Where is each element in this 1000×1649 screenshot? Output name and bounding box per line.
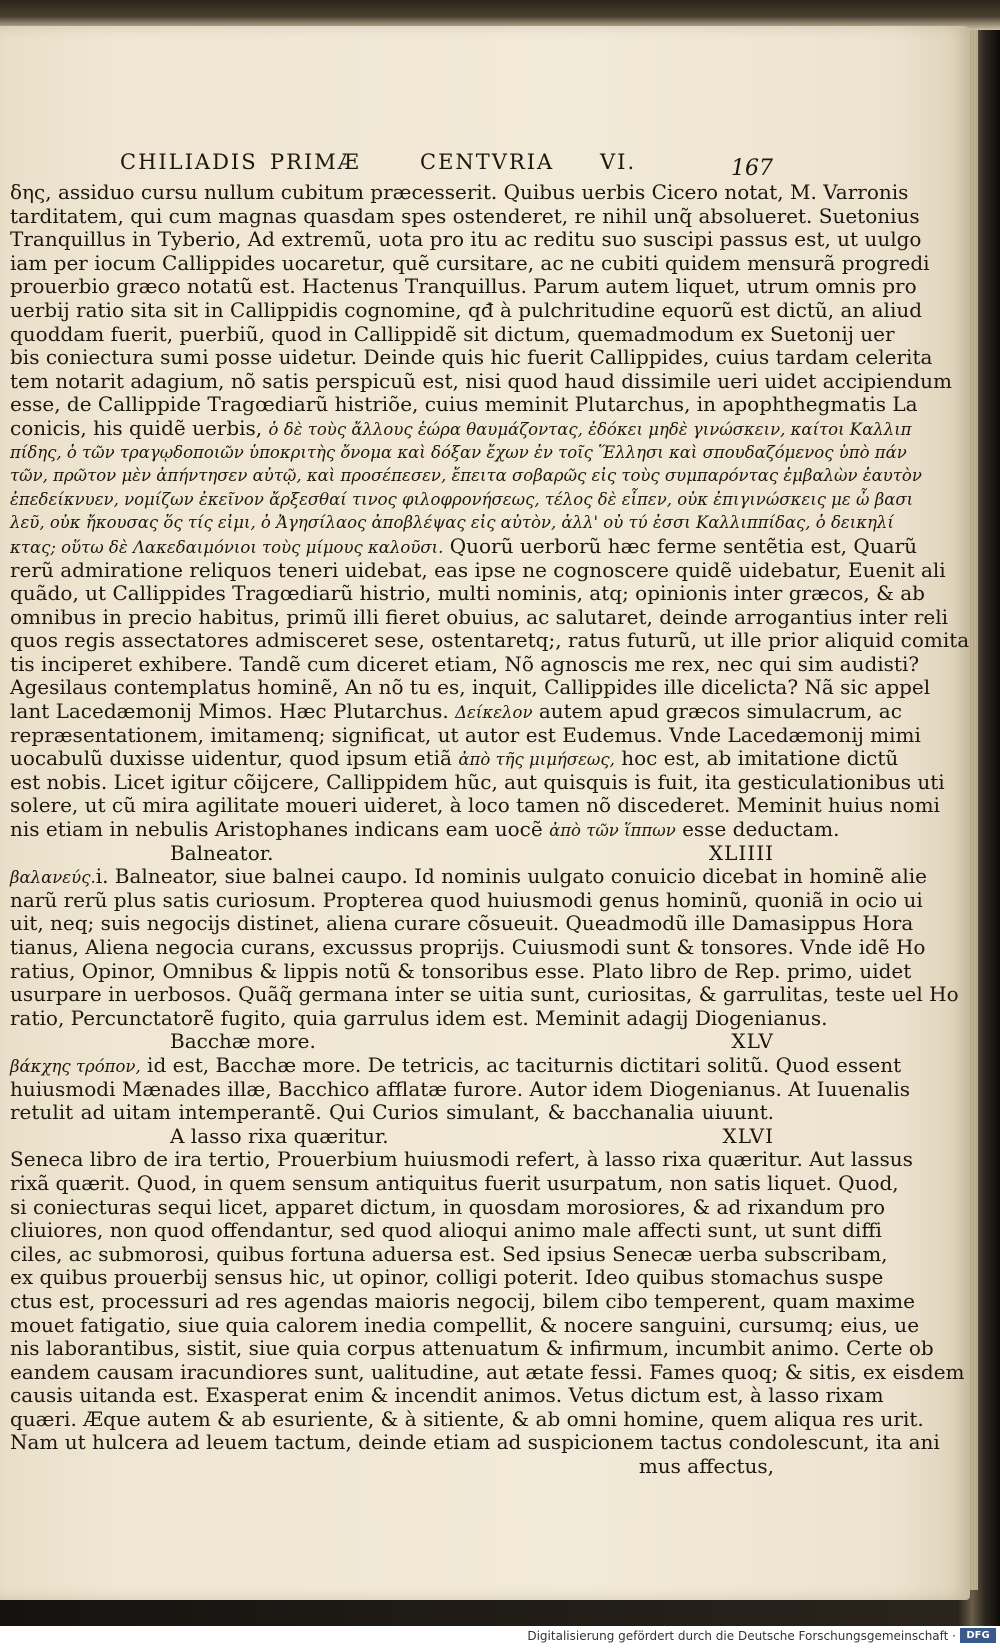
text-line: quæri. Æque autem & ab esuriente, & à sitiente, & ab omni homine, quem aliqua res urit. bbox=[10, 1406, 924, 1431]
text-line: mouet fatigatio, siue quia calorem inedia compellit, & nocere sanguini, cursumq; eius, ue bbox=[10, 1312, 920, 1337]
text-line: tis inciperet exhibere. Tandẽ cum diceret etiam, Nõ agnoscis me rex, nec qui sim audisti? bbox=[10, 651, 920, 676]
text-line: tem notarit adagium, nõ satis perspicuũ est, nisi quod haud dissimile ueri uidet accipiendum bbox=[10, 368, 952, 393]
text-line: Nam ut hulcera ad leuem tactum, deinde etiam ad suspicionem tactus condolescunt, ita ani bbox=[10, 1430, 940, 1455]
greek-fragment: ἀπὸ τῆς μιμήσεως, bbox=[458, 750, 615, 770]
text-line-with-greek bbox=[10, 533, 918, 559]
greek-fragment: ὁ δὲ τοὺς ἄλλους ἑώρα θαυμάζοντας, ἐδόκει μηδὲ γινώσκειν, καίτοι Καλλιπ bbox=[268, 419, 912, 439]
text-line: usurpare in uerbosos. Quãq̃ germana inter se uitia sunt, curiositas, & garrulitas, teste uel Ho bbox=[10, 982, 959, 1007]
text-line: Seneca libro de ira tertio, Prouerbium huiusmodi refert, à lasso rixa quæritur. Aut lassus bbox=[10, 1147, 913, 1172]
running-head-number: VI. bbox=[600, 150, 637, 174]
adage-lemma: A lasso rixa quæritur. bbox=[170, 1123, 389, 1148]
running-head-right: CENTVRIA bbox=[420, 150, 555, 174]
adage-number: XLV bbox=[731, 1029, 774, 1054]
text-line: solere, ut cũ mira agilitate moueri uideret, à loco tamen nõ discederet. Meminit huius nomi bbox=[10, 793, 940, 818]
catchword-line: mus affectus, bbox=[638, 1454, 774, 1479]
text-line-with-greek bbox=[10, 746, 899, 771]
text-line: quos regis assectatores admisceret sese, ostentaretq;, ratus futurũ, ut ille prior aliquid comita bbox=[10, 628, 970, 653]
adage-lemma: Bacchæ more. bbox=[170, 1029, 316, 1054]
folio-number: 167 bbox=[731, 156, 773, 181]
text-fragment: lant Lacedæmonij Mimos. Hæc Plutarchus. bbox=[10, 699, 449, 724]
text-line: ciles, ac submorosi, quibus fortuna aduersa est. Sed ipsius Senecæ uerba subscribam, bbox=[10, 1241, 888, 1266]
text-line: bis coniectura sumi posse uidetur. Deinde quis hic fuerit Callippides, cuius tardam celerita bbox=[10, 345, 933, 370]
text-line: prouerbio græco notatũ est. Hactenus Tranquillus. Parum autem liquet, utrum omnis pro bbox=[10, 274, 917, 299]
running-head-left: CHILIADIS bbox=[120, 150, 258, 174]
text-line: uerbij ratio sita sit in Callippidis cognomine, qđ à pulchritudine equorũ est dictũ, an aliud bbox=[10, 297, 923, 322]
greek-line: τῶν, πρῶτον μὲν ἀπήντησεν αὐτῷ, καὶ προσέπεσεν, ἔπειτα σοβαρῶς εἰς τοὺς συμπαρόντας ἐμβαλὼν ἑαυτὸν bbox=[10, 466, 922, 486]
adage-number: XLVI bbox=[722, 1123, 774, 1148]
text-line: esse, de Callippide Tragœdiarũ histriõe, cuius meminit Plutarchus, in apophthegmatis La bbox=[10, 392, 918, 417]
text-fragment: i. Balneator, siue balnei caupo. Id nominis uulgato conuicio dicebat in hominẽ alie bbox=[95, 864, 928, 889]
text-line: rixã quærit. Quod, in quem sensum antiquitus fuerit usurpatum, non satis liquet. Quod, bbox=[10, 1170, 899, 1195]
adage-heading bbox=[10, 1125, 774, 1149]
text-line: tarditatem, qui cum magnas quasdam spes ostenderet, re nihil unq̃ absolueret. Suetonius bbox=[10, 203, 920, 228]
greek-line: λεῦ, οὐκ ἤκουσας ὅς τίς εἰμι, ὁ Ἀγησίλαος ἀποβλέψας εἰς αὐτὸν, ἀλλ' οὐ τύ ἐσσι Καλλιππίδας, ὁ δεικηλί bbox=[10, 513, 894, 533]
text-line-with-greek bbox=[10, 817, 840, 842]
text-line: δης, assiduo cursu nullum cubitum præcesserit. Quibus uerbis Cicero notat, M. Varronis bbox=[10, 180, 909, 204]
text-line: iam per iocum Callippides uocaretur, quẽ cursitare, ac ne cubiti quidem mensurã progredi bbox=[10, 250, 930, 275]
digitization-credit: Digitalisierung gefördert durch die Deutsche Forschungsgemeinschaft · bbox=[527, 1629, 956, 1643]
text-line-with-greek bbox=[10, 699, 902, 724]
text-line: huiusmodi Mænades illæ, Bacchico afflatæ furore. Autor idem Diogenianus. At Iuuenalis bbox=[10, 1076, 911, 1101]
text-fragment: uocabulũ duxisse uidentur, quod ipsum etiã bbox=[10, 746, 452, 771]
text-line: nis laborantibus, sistit, siue quia corpus attenuatum & infirmum, incumbit animo. Certe ob bbox=[10, 1336, 934, 1361]
text-line: causis uitanda est. Exasperat enim & incendit animos. Vetus dictum est, à lasso rixam bbox=[10, 1383, 884, 1408]
text-fragment: autem apud græcos simulacrum, ac bbox=[538, 699, 902, 724]
text-line: si coniecturas sequi licet, apparet dictum, in quosdam morosiores, & ad rixandum pro bbox=[10, 1194, 886, 1219]
adage-lemma: Balneator. bbox=[170, 840, 274, 865]
adage-number: XLIIII bbox=[708, 840, 774, 865]
text-line-with-greek bbox=[10, 1052, 902, 1078]
text-line: ex quibus prouerbij sensus hic, ut opinor, colligi poterit. Ideo quibus stomachus suspe bbox=[10, 1265, 884, 1290]
text-fragment: esse deductam. bbox=[682, 817, 840, 842]
text-line-with-greek bbox=[10, 415, 912, 441]
text-fragment: hoc est, ab imitatione dictũ bbox=[621, 746, 899, 771]
text-line: retulit ad uitam intemperantẽ. Qui Curios simulant, & bacchanalia uiuunt. bbox=[10, 1100, 774, 1125]
greek-fragment: κτας; οὕτω δὲ Λακεδαιμόνιοι τοὺς μίμους καλοῦσι. bbox=[10, 537, 444, 557]
text-line: Agesilaus contemplatus hominẽ, An nõ tu es, inquit, Callippides ille dicelicta? Nã sic appel bbox=[10, 675, 931, 700]
text-line: omnibus in precio habitus, primũ illi fieret obuius, ac salutaret, deinde arrogantius inter reli bbox=[10, 604, 949, 629]
text-fragment: Quorũ uerborũ hæc ferme sentẽtia est, Quarũ bbox=[449, 533, 918, 558]
text-line: repræsentationem, imitamenq; significat, ut autor est Eudemus. Vnde Lacedæmonij mimi bbox=[10, 722, 921, 747]
text-line: quoddam fuerit, puerbiũ, quod in Callippidẽ sit dictum, quemadmodum ex Suetonij uer bbox=[10, 321, 895, 346]
text-line: tianus, Aliena negocia curans, excussus proprijs. Cuiusmodi sunt & tonsores. Vnde idẽ Ho bbox=[10, 935, 926, 959]
text-line: rerũ admiratione reliquos teneri uidebat, eas ipse ne cognoscere quidẽ uidebatur, Euenit ali bbox=[10, 557, 946, 582]
text-line: narũ rerũ plus satis curiosum. Propterea quod huiusmodi genus hominũ, quoniã in ocio ui bbox=[10, 887, 923, 912]
text-line: eandem causam iracundiores sunt, ualitudine, aut ætate fessi. Fames quoq; & sitis, ex eisdem bbox=[10, 1359, 965, 1384]
adage-heading bbox=[10, 842, 774, 866]
text-line: ratius, Opinor, Omnibus & lippis notũ & tonsoribus esse. Plato libro de Rep. primo, uidet bbox=[10, 958, 912, 983]
text-line: uit, neq; suis negocijs distinet, aliena curare cõsueuit. Queadmodũ ille Damasippus Hora bbox=[10, 911, 914, 936]
adage-heading bbox=[10, 1030, 774, 1054]
book-page bbox=[0, 26, 970, 1600]
text-line: est nobis. Licet igitur cõijcere, Callippidem hũc, aut quisquis is fuit, ita gesticulationibus uti bbox=[10, 769, 945, 794]
text-fragment: nis etiam in nebulis Aristophanes indicans eam uocẽ bbox=[10, 817, 543, 842]
text-fragment: conicis, his quidẽ uerbis, bbox=[10, 415, 263, 440]
text-line: ratio, Percunctatorẽ fugito, quia garrulus idem est. Meminit adagij Diogenianus. bbox=[10, 1005, 828, 1030]
running-head-middle: PRIMÆ bbox=[270, 150, 361, 174]
dfg-logo: DFG bbox=[960, 1628, 996, 1643]
text-line: ctus est, processuri ad res agendas maioris negocij, bilem cibo temperent, quam maxime bbox=[10, 1288, 915, 1313]
text-line: Tranquillus in Tyberio, Ad extremũ, uota pro itu ac reditu suo suscipi passus est, ut uulgo bbox=[10, 227, 922, 252]
greek-line: πίδης, ὁ τῶν τραγῳδοποιῶν ὑποκριτὴς ὄνομα καὶ δόξαν ἔχων ἐν τοῖς Ἕλλησι καὶ σπουδαζόμενος ὑπὸ πάν bbox=[10, 442, 907, 462]
text-line: quãdo, ut Callippides Tragœdiarũ histrio, multi nominis, atq; opinionis inter græcos, & ab bbox=[10, 581, 925, 606]
text-fragment: id est, Bacchæ more. De tetricis, ac taciturnis dictitari solitũ. Quod essent bbox=[147, 1052, 902, 1077]
greek-line: ἐπεδείκνυεν, νομίζων ἐκεῖνον ἄρξεσθαί τινος φιλοφρονήσεως, τέλος δὲ εἶπεν, οὐκ ἐπιγινώσκεις με ὦ βασι bbox=[10, 489, 914, 509]
page-text bbox=[10, 180, 970, 1479]
text-line: cliuiores, non quod offendantur, sed quod alioqui animo male affecti sunt, ut sunt diffi bbox=[10, 1218, 882, 1243]
greek-fragment: βάκχης τρόπον, bbox=[10, 1056, 141, 1076]
greek-fragment: ἀπὸ τῶν ἵππων bbox=[549, 821, 676, 841]
greek-fragment: βαλανεύς. bbox=[10, 868, 96, 888]
text-line-with-greek bbox=[10, 864, 928, 889]
greek-fragment: Δείκελον bbox=[455, 703, 533, 723]
